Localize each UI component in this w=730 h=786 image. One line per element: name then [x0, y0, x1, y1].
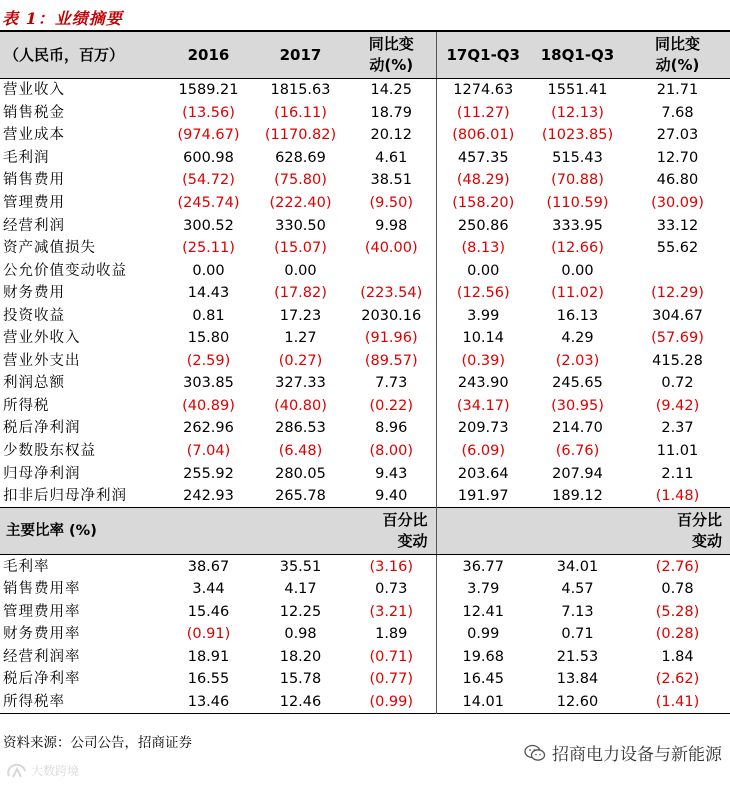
value-18q1-q3: (110.59) — [546, 195, 609, 211]
yoy-quarter: (1.48) — [655, 488, 700, 505]
ratio-rows — [0, 555, 730, 714]
value-17q1-q3: 19.68 — [436, 646, 530, 669]
value-18q1-q3: (12.66) — [551, 240, 604, 257]
value-2016: 255.92 — [183, 465, 234, 482]
value-2016: (25.11) — [182, 240, 235, 257]
value-17q1-q3: (34.17) — [436, 395, 530, 418]
value-17q1-q3: (8.13) — [436, 237, 530, 260]
table-row — [0, 350, 730, 373]
yoy-annual: 0.73 — [375, 581, 408, 598]
value-2016: 303.85 — [183, 375, 234, 392]
yoy-annual: (9.50) — [369, 195, 414, 211]
value-2016: (245.74) — [177, 195, 240, 211]
ratio-header-change-quarter-line1: 百分比 — [676, 511, 722, 530]
value-17q1-q3: 12.41 — [436, 600, 530, 623]
value-17q1-q3: 0.00 — [436, 259, 530, 282]
wechat-icon — [524, 744, 546, 762]
yoy-annual: (223.54) — [360, 285, 423, 302]
ratio-row — [0, 623, 730, 646]
yoy-quarter: 2.37 — [661, 420, 694, 437]
value-18q1-q3: (6.76) — [555, 443, 600, 460]
value-2017: 1.27 — [284, 330, 317, 347]
value-2017: 12.25 — [279, 603, 322, 620]
header-yoy-quarter — [625, 32, 730, 79]
header-17q1-q3: 17Q1-Q3 — [436, 32, 530, 79]
wechat-watermark — [524, 740, 722, 765]
value-18q1-q3: 189.12 — [552, 488, 603, 505]
table-row — [0, 124, 730, 147]
value-18q1-q3: 245.65 — [552, 375, 603, 392]
table-row — [0, 327, 730, 350]
value-2017: (6.48) — [278, 443, 323, 460]
value-18q1-q3: 1551.41 — [547, 82, 608, 99]
yoy-quarter: 33.12 — [656, 217, 699, 234]
ratio-header-row — [0, 508, 730, 555]
table-row — [0, 237, 730, 260]
ratio-row — [0, 646, 730, 669]
ratio-header-change-annual-line1: 百分比 — [382, 511, 428, 530]
value-18q1-q3: 515.43 — [552, 149, 603, 166]
yoy-quarter: 46.80 — [656, 172, 699, 189]
value-2016: 15.80 — [187, 330, 230, 347]
row-label: 销售税金 — [3, 104, 65, 121]
header-18q1-q3: 18Q1-Q3 — [530, 32, 625, 79]
brand-logo-icon — [6, 763, 28, 779]
value-17q1-q3: 250.86 — [436, 214, 530, 237]
yoy-annual: 20.12 — [370, 127, 412, 144]
ratio-header-label: 主要比率 (%) — [0, 508, 163, 555]
row-label: 毛利率 — [3, 558, 50, 575]
value-2017: 280.05 — [275, 465, 326, 482]
row-label: 财务费用 — [3, 285, 65, 302]
ratio-header-change-annual-line2: 变动 — [397, 532, 428, 551]
yoy-quarter: (1.41) — [655, 693, 700, 710]
value-18q1-q3: (30.95) — [551, 397, 604, 414]
value-2017: (0.27) — [278, 352, 323, 369]
yoy-annual: (89.57) — [364, 352, 418, 369]
yoy-annual: (0.71) — [369, 648, 414, 665]
value-18q1-q3: 21.53 — [556, 648, 599, 665]
value-18q1-q3: 4.29 — [561, 330, 594, 347]
value-17q1-q3: 191.97 — [436, 485, 530, 508]
yoy-quarter: 1.84 — [661, 648, 694, 665]
value-2017: 17.23 — [279, 307, 322, 324]
value-2016: 262.96 — [183, 420, 234, 437]
table-row — [0, 192, 730, 215]
ratio-header-change-quarter — [625, 508, 730, 555]
value-18q1-q3: 13.84 — [556, 671, 599, 688]
value-2017: (16.11) — [274, 104, 327, 121]
value-17q1-q3: (12.56) — [436, 282, 530, 305]
header-yoy-annual-line1: 同比变 — [368, 35, 414, 53]
table-row — [0, 417, 730, 440]
brand-watermark-text: 大数跨境 — [31, 764, 80, 778]
value-18q1-q3: 207.94 — [552, 465, 603, 482]
table-row — [0, 395, 730, 418]
row-label: 营业外收入 — [3, 330, 81, 347]
header-yoy-quarter-line2: 动(%) — [655, 56, 700, 74]
yoy-quarter: (12.29) — [651, 285, 704, 302]
value-2016: 15.46 — [187, 603, 230, 620]
value-17q1-q3: (6.09) — [436, 440, 530, 463]
row-label: 管理费用率 — [3, 603, 81, 620]
value-17q1-q3: (11.27) — [436, 102, 530, 125]
source-note: 资料来源：公司公告，招商证券 — [3, 735, 192, 751]
yoy-quarter: 27.03 — [656, 127, 699, 144]
yoy-quarter: (30.09) — [651, 195, 704, 211]
value-18q1-q3: (70.88) — [551, 172, 604, 189]
table-row — [0, 462, 730, 485]
value-2016: 0.00 — [192, 262, 225, 279]
row-label: 经营利润率 — [3, 648, 81, 665]
yoy-quarter: 415.28 — [652, 352, 703, 369]
yoy-quarter: (0.28) — [655, 626, 700, 643]
header-yoy-annual — [347, 32, 436, 79]
value-2016: 600.98 — [183, 149, 234, 166]
yoy-quarter: (57.69) — [651, 330, 704, 347]
value-18q1-q3: (1023.85) — [541, 127, 614, 144]
value-17q1-q3: 3.79 — [436, 578, 530, 601]
yoy-annual: 9.43 — [375, 465, 408, 482]
value-18q1-q3: 12.60 — [556, 693, 599, 710]
value-17q1-q3: (158.20) — [436, 192, 530, 215]
yoy-quarter — [625, 259, 730, 282]
row-label: 税后净利率 — [3, 671, 81, 688]
yoy-quarter: (9.42) — [655, 397, 700, 414]
row-label: 营业收入 — [3, 82, 65, 99]
header-yoy-annual-line2: 动(%) — [369, 56, 414, 74]
value-2017: 330.50 — [275, 217, 326, 234]
yoy-annual: 1.89 — [375, 626, 408, 643]
row-label: 管理费用 — [3, 195, 65, 211]
yoy-quarter: 0.72 — [661, 375, 694, 392]
row-label: 利润总额 — [3, 375, 65, 392]
value-2016: 16.55 — [187, 671, 230, 688]
row-label: 经营利润 — [3, 217, 65, 234]
header-2016: 2016 — [163, 32, 254, 79]
yoy-quarter: (2.76) — [655, 558, 700, 575]
ratio-header-change-quarter-line2: 变动 — [691, 532, 722, 551]
value-18q1-q3: (2.03) — [555, 352, 600, 369]
value-18q1-q3: 34.01 — [556, 558, 599, 575]
value-17q1-q3: 0.99 — [436, 623, 530, 646]
value-18q1-q3: 4.57 — [561, 581, 594, 598]
yoy-annual: (0.22) — [369, 397, 414, 414]
value-2016: 14.43 — [187, 285, 230, 302]
ratio-row — [0, 668, 730, 691]
row-label: 资产减值损失 — [3, 240, 96, 257]
value-17q1-q3: 3.99 — [436, 304, 530, 327]
value-18q1-q3: (12.13) — [551, 104, 604, 121]
table-row — [0, 259, 730, 282]
ratio-row — [0, 555, 730, 578]
table-header-row — [0, 32, 730, 79]
row-label: 税后净利润 — [3, 420, 81, 437]
value-2017: 12.46 — [279, 693, 322, 710]
table-row — [0, 79, 730, 102]
value-2016: 3.44 — [192, 581, 225, 598]
value-2017: (17.82) — [274, 285, 327, 302]
yoy-annual: 9.98 — [375, 217, 408, 234]
value-17q1-q3: 16.45 — [436, 668, 530, 691]
row-label: 所得税 — [3, 397, 50, 414]
ratio-header-change-annual — [347, 508, 436, 555]
yoy-quarter: (5.28) — [655, 603, 700, 620]
yoy-quarter: 11.01 — [656, 443, 699, 460]
value-2017: 0.98 — [284, 626, 317, 643]
value-17q1-q3: 457.35 — [436, 147, 530, 170]
value-2017: 265.78 — [275, 488, 326, 505]
row-label: 扣非后归母净利润 — [3, 488, 127, 505]
value-17q1-q3: 14.01 — [436, 691, 530, 714]
table-row — [0, 169, 730, 192]
table-row — [0, 282, 730, 305]
value-2016: 300.52 — [183, 217, 234, 234]
yoy-annual: (91.96) — [364, 330, 418, 347]
brand-watermark — [6, 762, 79, 779]
value-18q1-q3: 333.95 — [552, 217, 603, 234]
yoy-annual — [347, 259, 436, 282]
yoy-quarter: (2.62) — [655, 671, 700, 688]
table-row — [0, 304, 730, 327]
row-label: 财务费用率 — [3, 626, 81, 643]
income-statement-rows — [0, 79, 730, 508]
value-18q1-q3: (11.02) — [551, 285, 604, 302]
yoy-annual: 4.61 — [375, 149, 408, 166]
ratio-row — [0, 600, 730, 623]
row-label: 归母净利润 — [3, 465, 81, 482]
row-label: 投资收益 — [3, 307, 65, 324]
yoy-quarter: 7.68 — [661, 104, 694, 121]
yoy-quarter: 2.11 — [661, 465, 694, 482]
wechat-account-name: 招商电力设备与新能源 — [552, 745, 722, 765]
value-17q1-q3: 243.90 — [436, 372, 530, 395]
value-2016: 18.91 — [187, 648, 230, 665]
yoy-quarter: 0.78 — [661, 581, 694, 598]
table-row — [0, 147, 730, 170]
yoy-annual: 14.25 — [370, 82, 412, 99]
yoy-quarter: 55.62 — [656, 240, 699, 257]
value-2016: 38.67 — [187, 558, 230, 575]
yoy-annual: 2030.16 — [361, 307, 422, 324]
value-18q1-q3: 16.13 — [556, 307, 599, 324]
yoy-annual: 8.96 — [375, 420, 408, 437]
value-18q1-q3: 0.71 — [561, 626, 594, 643]
value-2016: 13.46 — [187, 693, 230, 710]
value-2017: 286.53 — [275, 420, 326, 437]
value-17q1-q3: (48.29) — [436, 169, 530, 192]
value-2017: 0.00 — [284, 262, 317, 279]
value-2017: (40.80) — [274, 397, 327, 414]
yoy-annual: 7.73 — [375, 375, 408, 392]
yoy-annual: (8.00) — [369, 443, 414, 460]
value-2016: (7.04) — [186, 443, 231, 460]
value-2017: 4.17 — [284, 581, 317, 598]
value-2016: (0.91) — [186, 626, 231, 643]
value-17q1-q3: 36.77 — [436, 555, 530, 578]
table-row — [0, 102, 730, 125]
value-2016: 1589.21 — [178, 82, 239, 99]
value-17q1-q3: 209.73 — [436, 417, 530, 440]
value-2017: 18.20 — [279, 648, 322, 665]
results-summary-table — [0, 32, 730, 714]
value-17q1-q3: 1274.63 — [436, 79, 530, 102]
value-17q1-q3: (806.01) — [436, 124, 530, 147]
table-row — [0, 440, 730, 463]
value-2017: 1815.63 — [270, 82, 331, 99]
yoy-annual: (3.16) — [369, 558, 414, 575]
value-18q1-q3: 0.00 — [561, 262, 594, 279]
yoy-quarter: 21.71 — [656, 82, 699, 99]
table-row — [0, 214, 730, 237]
row-label: 营业外支出 — [3, 352, 81, 369]
yoy-annual: 38.51 — [370, 172, 412, 189]
header-unit-label: （人民币，百万） — [0, 32, 163, 79]
value-2016: 242.93 — [183, 488, 234, 505]
row-label: 公允价值变动收益 — [3, 262, 127, 279]
header-yoy-quarter-line1: 同比变 — [654, 35, 700, 53]
value-2017: 15.78 — [279, 671, 322, 688]
value-18q1-q3: 7.13 — [561, 603, 594, 620]
value-2016: 0.81 — [192, 307, 225, 324]
value-2017: (1170.82) — [264, 127, 337, 144]
row-label: 毛利润 — [3, 149, 50, 166]
row-label: 销售费用 — [3, 172, 65, 189]
value-2017: (75.80) — [274, 172, 327, 189]
yoy-annual: (3.21) — [369, 603, 414, 620]
row-label: 销售费用率 — [3, 581, 81, 598]
table-row — [0, 485, 730, 508]
value-2017: 628.69 — [275, 149, 326, 166]
header-2017: 2017 — [254, 32, 347, 79]
table-title: 表 1：业绩摘要 — [2, 9, 123, 28]
value-2016: (2.59) — [186, 352, 231, 369]
table-row — [0, 372, 730, 395]
row-label: 所得税率 — [3, 693, 65, 710]
value-2017: 35.51 — [279, 558, 322, 575]
yoy-annual: 9.40 — [375, 488, 408, 505]
value-2016: (54.72) — [182, 172, 235, 189]
yoy-quarter: 304.67 — [652, 307, 703, 324]
value-2016: (13.56) — [182, 104, 235, 121]
value-2016: (974.67) — [177, 127, 240, 144]
value-17q1-q3: 203.64 — [436, 462, 530, 485]
value-2017: 327.33 — [275, 375, 326, 392]
yoy-quarter: 12.70 — [656, 149, 699, 166]
ratio-row — [0, 691, 730, 714]
yoy-annual: (0.99) — [369, 693, 414, 710]
value-17q1-q3: 10.14 — [436, 327, 530, 350]
value-2016: (40.89) — [182, 397, 235, 414]
value-17q1-q3: (0.39) — [436, 350, 530, 373]
yoy-annual: 18.79 — [370, 104, 412, 121]
yoy-annual: (40.00) — [364, 240, 418, 257]
value-18q1-q3: 214.70 — [552, 420, 603, 437]
value-2017: (222.40) — [269, 195, 332, 211]
yoy-annual: (0.77) — [369, 671, 414, 688]
row-label: 少数股东权益 — [3, 443, 96, 460]
row-label: 营业成本 — [3, 127, 65, 144]
value-2017: (15.07) — [274, 240, 327, 257]
ratio-row — [0, 578, 730, 601]
